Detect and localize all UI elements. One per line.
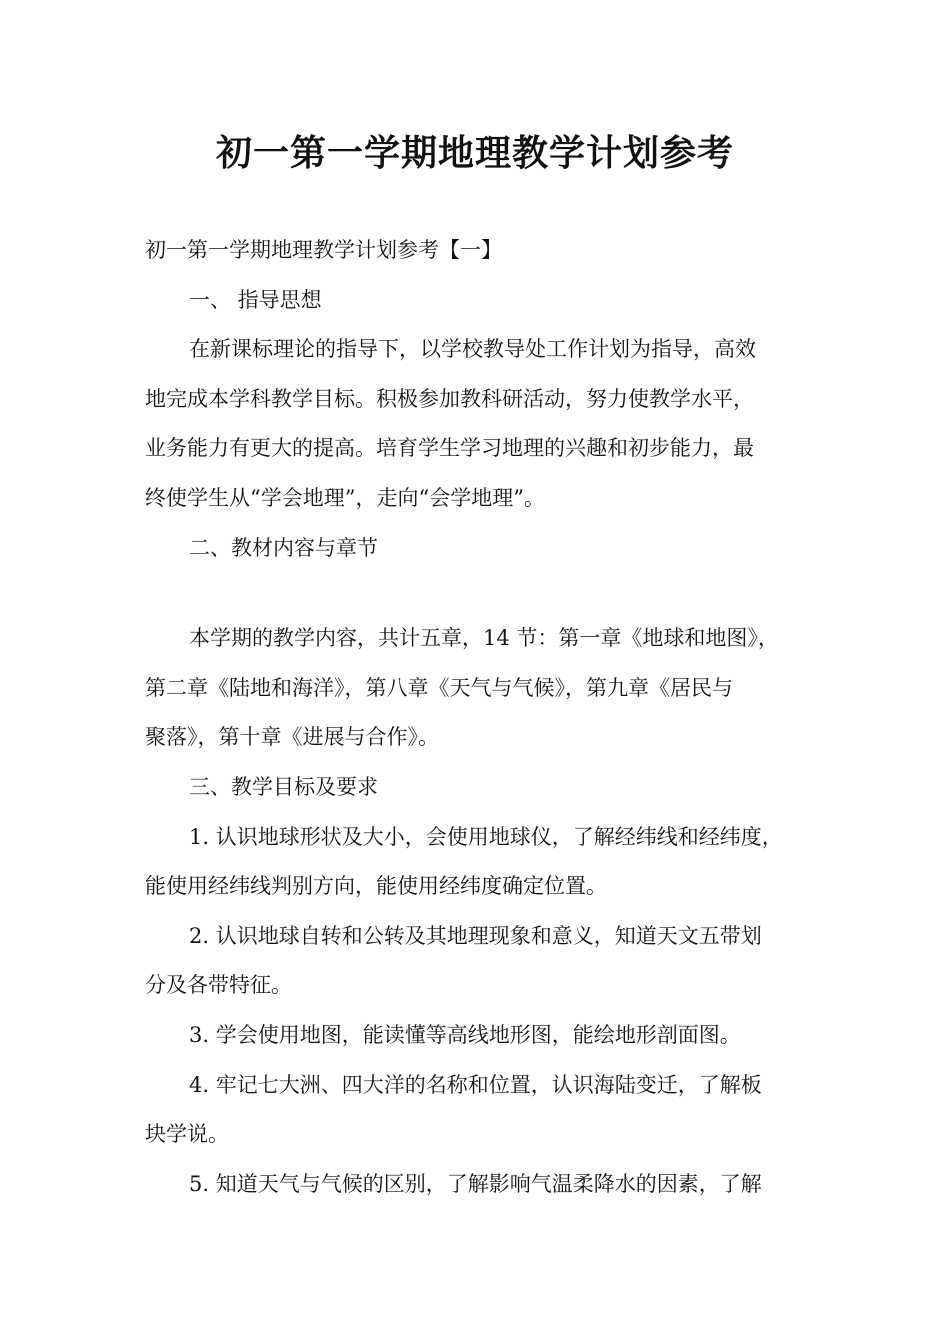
goal-item-5: 5. 知道天气与气候的区别，了解影响气温柔降水的因素，了解	[189, 1171, 762, 1196]
goal-item-2: 2. 认识地球自转和公转及其地理现象和意义，知道天文五带划	[189, 923, 762, 948]
paragraph-line: 第二章《陆地和海洋》，第八章《天气与气候》，第九章《居民与	[145, 675, 733, 700]
goal-item-4-continued: 块学说。	[145, 1122, 229, 1147]
paragraph-line: 本学期的教学内容，共计五章，14 节：第一章《地球和地图》，	[189, 626, 779, 651]
paragraph-line: 地完成本学科教学目标。积极参加教科研活动，努力使教学水平，	[145, 386, 754, 411]
section-heading-goals: 三、教学目标及要求	[189, 774, 378, 799]
goal-item-1-continued: 能使用经纬线判别方向，能使用经纬度确定位置。	[145, 874, 607, 899]
paragraph-line: 终使学生从“学会地理”，走向“会学地理”。	[145, 485, 545, 510]
goal-item-4: 4. 牢记七大洲、四大洋的名称和位置，认识海陆变迁，了解板	[189, 1072, 762, 1097]
goal-item-1: 1. 认识地球形状及大小，会使用地球仪，了解经纬线和经纬度，	[189, 824, 783, 849]
document-title: 初一第一学期地理教学计划参考	[215, 133, 734, 174]
plan-subtitle: 初一第一学期地理教学计划参考【一】	[145, 238, 502, 262]
paragraph-line: 在新课标理论的指导下，以学校教导处工作计划为指导，高效	[189, 337, 756, 362]
blank-spacer	[145, 573, 815, 614]
paragraph-line: 聚落》，第十章《进展与合作》。	[145, 725, 439, 750]
section-heading-content: 二、教材内容与章节	[189, 535, 378, 560]
document-body	[145, 226, 815, 1209]
paragraph-line: 业务能力有更大的提高。培育学生学习地理的兴趣和初步能力，最	[145, 436, 754, 461]
goal-item-3: 3. 学会使用地图，能读懂等高线地形图，能绘地形剖面图。	[189, 1022, 741, 1047]
section-heading-guiding: 一、 指导思想	[189, 287, 322, 312]
goal-item-2-continued: 分及各带特征。	[145, 973, 292, 998]
